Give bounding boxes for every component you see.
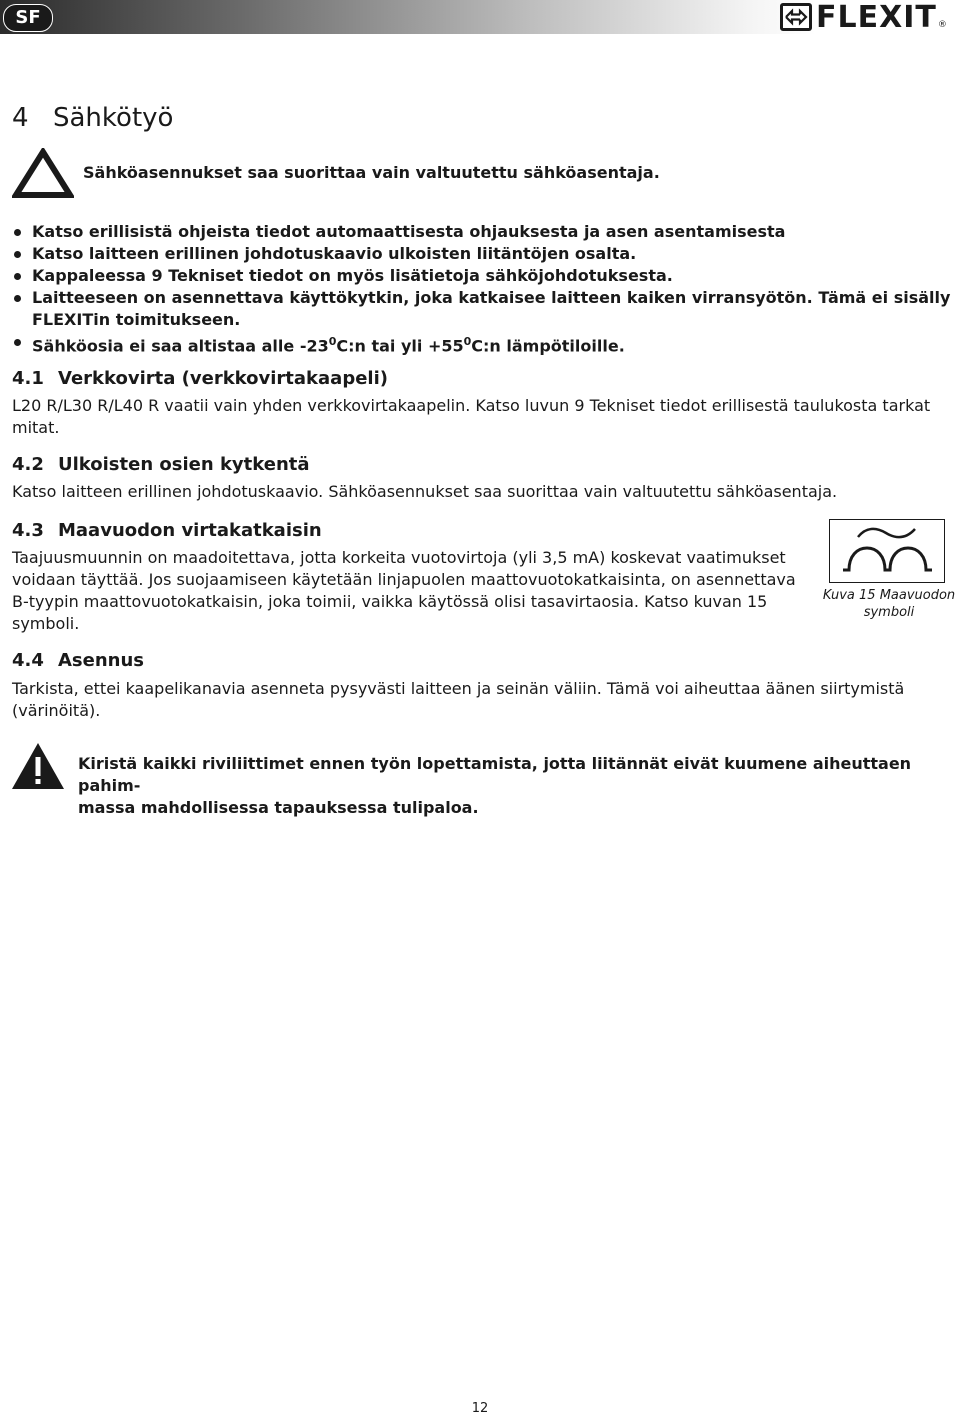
subsection-title: Verkkovirta (verkkovirtakaapeli) bbox=[58, 368, 388, 389]
subsection-title: Maavuodon virtakatkaisin bbox=[58, 520, 322, 541]
temperature-text-part: Sähköosia ei saa altistaa alle -23 bbox=[32, 336, 329, 356]
logo-arrow-icon bbox=[780, 3, 812, 31]
figure-caption bbox=[822, 587, 956, 621]
exclamation-warning-icon bbox=[10, 740, 66, 792]
warning-triangle-icon bbox=[12, 148, 74, 198]
subsection-heading-4-3 bbox=[12, 519, 322, 543]
paragraph-4-3: Taajuusmuunnin on maadoitettava, jotta korkeita vuotovirtoja (yli 3,5 mA) koskevat vaatimukset voidaan täyttää. Jos suojaamiseen käytetään linjapuolen maattovuotokatkaisinta, on asennettava B-tyypin maattovuotokatkaisin, joka toimii, vaikka käytössä olisi tasavirtaosia. Katso kuvan 15 symboli. bbox=[12, 548, 796, 633]
section-heading bbox=[12, 103, 173, 133]
header-bar bbox=[0, 0, 960, 34]
subsection-number: 4.1 bbox=[12, 368, 44, 389]
warning-top-text: Sähköasennukset saa suorittaa vain valtuutettu sähköasentaja. bbox=[83, 163, 660, 182]
brand-name: FLEXIT bbox=[816, 0, 937, 35]
subsection-title: Ulkoisten osien kytkentä bbox=[58, 454, 310, 475]
subsection-heading-4-4 bbox=[12, 649, 144, 673]
figure-15-box bbox=[829, 519, 945, 583]
section-title: Sähkötyö bbox=[53, 103, 174, 133]
ac-dc-leakage-symbol-icon bbox=[830, 520, 943, 581]
figure-caption-line: symboli bbox=[863, 605, 915, 620]
subsection-heading-4-2 bbox=[12, 453, 310, 477]
degree-sup: 0 bbox=[463, 335, 472, 348]
section-number: 4 bbox=[12, 103, 29, 133]
list-item: Laitteeseen on asennettava käyttökytkin, joka katkaisee laitteen kaiken virransyötön. Tämä ei sisälly FLEXITin toimitukseen. bbox=[12, 287, 952, 331]
language-badge: SF bbox=[3, 4, 53, 32]
list-item: Katso erillisistä ohjeista tiedot automaattisesta ohjauksesta ja asen asentamisesta bbox=[12, 221, 952, 243]
subsection-heading-4-1 bbox=[12, 367, 388, 391]
warning-bottom-line: Kiristä kaikki riviliittimet ennen työn lopettamista, jotta liitännät eivät kuumene aiheuttaen pahim- bbox=[78, 754, 912, 795]
list-item: Katso laitteen erillinen johdotuskaavio ulkoisten liitäntöjen osalta. bbox=[12, 243, 952, 265]
paragraph-4-1: L20 R/L30 R/L40 R vaatii vain yhden verkkovirtakaapelin. Katso luvun 9 Tekniset tiedot erillisestä taulukosta tarkat mitat. bbox=[12, 396, 931, 437]
degree-sup: 0 bbox=[328, 335, 337, 348]
registered-mark: ® bbox=[937, 20, 947, 30]
subsection-title: Asennus bbox=[58, 650, 145, 671]
temperature-text-part: C:n tai yli +55 bbox=[336, 336, 464, 356]
paragraph-4-4: Tarkista, ettei kaapelikanavia asenneta pysyvästi laitteen ja seinän väliin. Tämä voi aiheuttaa äänen siirtymistä (värinöitä). bbox=[12, 679, 905, 720]
paragraph-4-2: Katso laitteen erillinen johdotuskaavio. Sähköasennukset saa suorittaa vain valtuutettu sähköasentaja. bbox=[12, 482, 838, 501]
brand-logo bbox=[780, 0, 947, 34]
warning-bottom-line: massa mahdollisessa tapauksessa tulipaloa. bbox=[78, 798, 479, 817]
warning-bottom-text bbox=[78, 753, 948, 819]
figure-caption-line: Kuva 15 Maavuodon bbox=[822, 588, 956, 603]
temperature-text-part: C:n lämpötiloille. bbox=[471, 336, 625, 356]
page-number: 12 bbox=[471, 1401, 489, 1416]
subsection-number: 4.3 bbox=[12, 520, 44, 541]
bullet-list bbox=[12, 221, 952, 357]
list-item bbox=[12, 331, 952, 357]
list-item: Kappaleessa 9 Tekniset tiedot on myös lisätietoja sähköjohdotuksesta. bbox=[12, 265, 952, 287]
subsection-number: 4.4 bbox=[12, 650, 44, 671]
subsection-number: 4.2 bbox=[12, 454, 44, 475]
